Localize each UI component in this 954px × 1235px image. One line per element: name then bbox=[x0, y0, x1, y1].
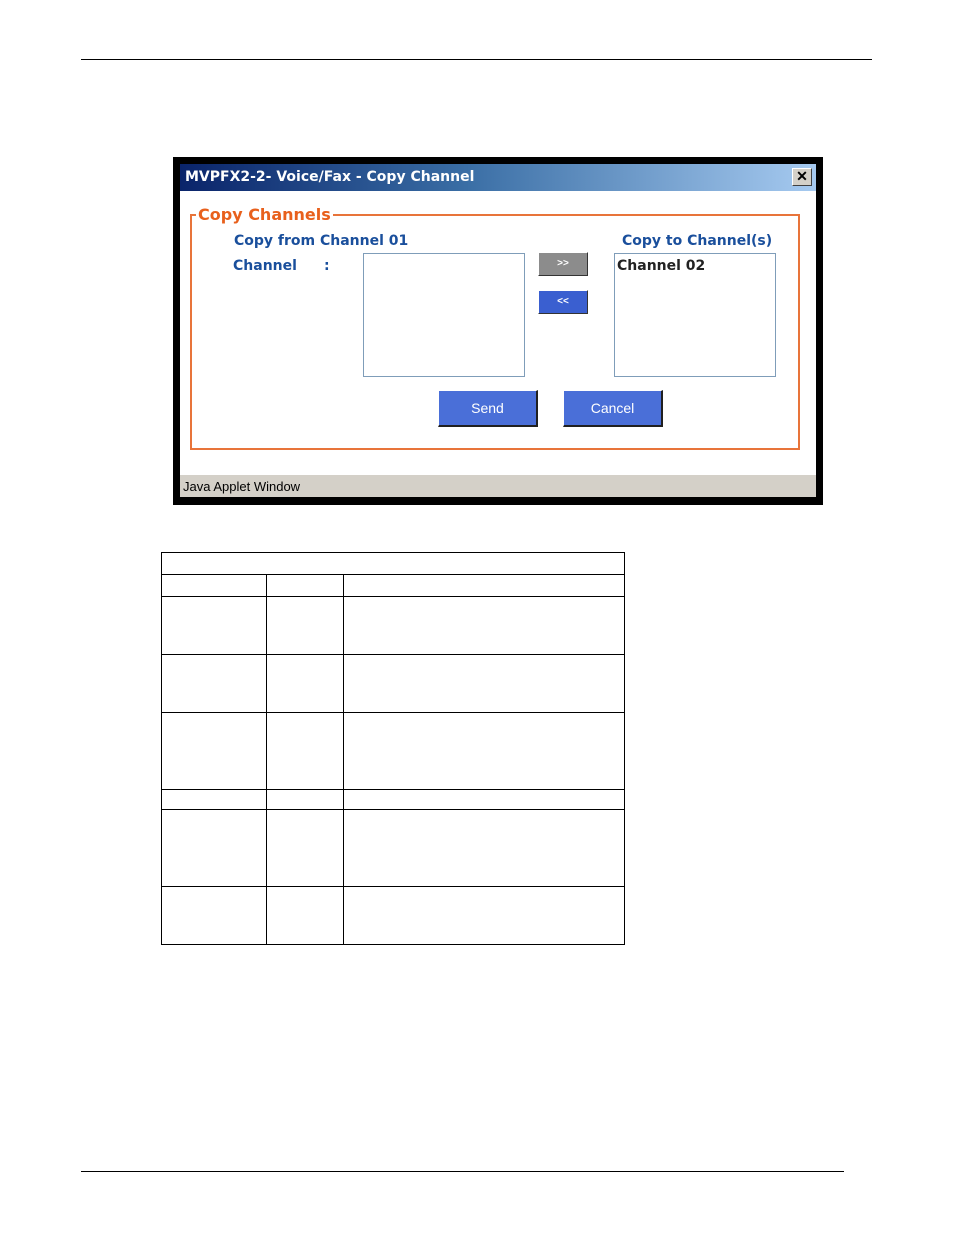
close-button[interactable] bbox=[792, 168, 812, 186]
table-cell bbox=[344, 790, 625, 810]
parameter-table bbox=[161, 552, 625, 945]
title-bar[interactable] bbox=[180, 164, 816, 191]
header-rule bbox=[81, 59, 872, 60]
table-cell bbox=[344, 575, 625, 597]
table-row bbox=[162, 713, 625, 790]
table-cell bbox=[267, 790, 344, 810]
table-cell bbox=[162, 713, 267, 790]
status-text: Java Applet Window bbox=[183, 479, 301, 494]
table-cell bbox=[344, 810, 625, 887]
window-title: MVPFX2-2- Voice/Fax - Copy Channel bbox=[185, 169, 475, 185]
list-item[interactable]: Channel 02 bbox=[617, 258, 706, 274]
source-channel-list[interactable] bbox=[363, 253, 525, 377]
footer-rule bbox=[81, 1171, 844, 1172]
channel-colon: : bbox=[324, 258, 330, 274]
table-cell bbox=[267, 655, 344, 713]
group-title: Copy Channels bbox=[198, 205, 331, 224]
table-cell bbox=[162, 790, 267, 810]
table-row bbox=[162, 790, 625, 810]
add-channel-button[interactable]: >> bbox=[538, 252, 588, 276]
table-row bbox=[162, 597, 625, 655]
table-cell bbox=[344, 655, 625, 713]
table-cell bbox=[162, 597, 267, 655]
remove-channel-button[interactable]: << bbox=[538, 290, 588, 314]
table-cell bbox=[162, 655, 267, 713]
table-cell bbox=[162, 887, 267, 945]
table-cell bbox=[267, 713, 344, 790]
table-cell bbox=[267, 810, 344, 887]
close-icon: ✕ bbox=[796, 168, 808, 184]
table-row bbox=[162, 887, 625, 945]
copy-to-label: Copy to Channel(s) bbox=[622, 233, 773, 249]
table-cell bbox=[162, 553, 625, 575]
table-row bbox=[162, 810, 625, 887]
table-cell bbox=[344, 597, 625, 655]
table-cell bbox=[344, 713, 625, 790]
channel-label: Channel bbox=[233, 258, 297, 274]
table-row bbox=[162, 655, 625, 713]
table-cell bbox=[267, 597, 344, 655]
applet-window bbox=[180, 164, 816, 497]
cancel-button[interactable]: Cancel bbox=[563, 390, 663, 427]
table-cell bbox=[267, 887, 344, 945]
table-cell bbox=[267, 575, 344, 597]
copy-from-label: Copy from Channel 01 bbox=[234, 233, 409, 249]
table-cell bbox=[162, 810, 267, 887]
table-row bbox=[162, 553, 625, 575]
target-channel-list[interactable] bbox=[614, 253, 776, 377]
table-row bbox=[162, 575, 625, 597]
table-cell bbox=[344, 887, 625, 945]
send-button[interactable]: Send bbox=[438, 390, 538, 427]
status-bar bbox=[180, 475, 816, 497]
table-cell bbox=[162, 575, 267, 597]
